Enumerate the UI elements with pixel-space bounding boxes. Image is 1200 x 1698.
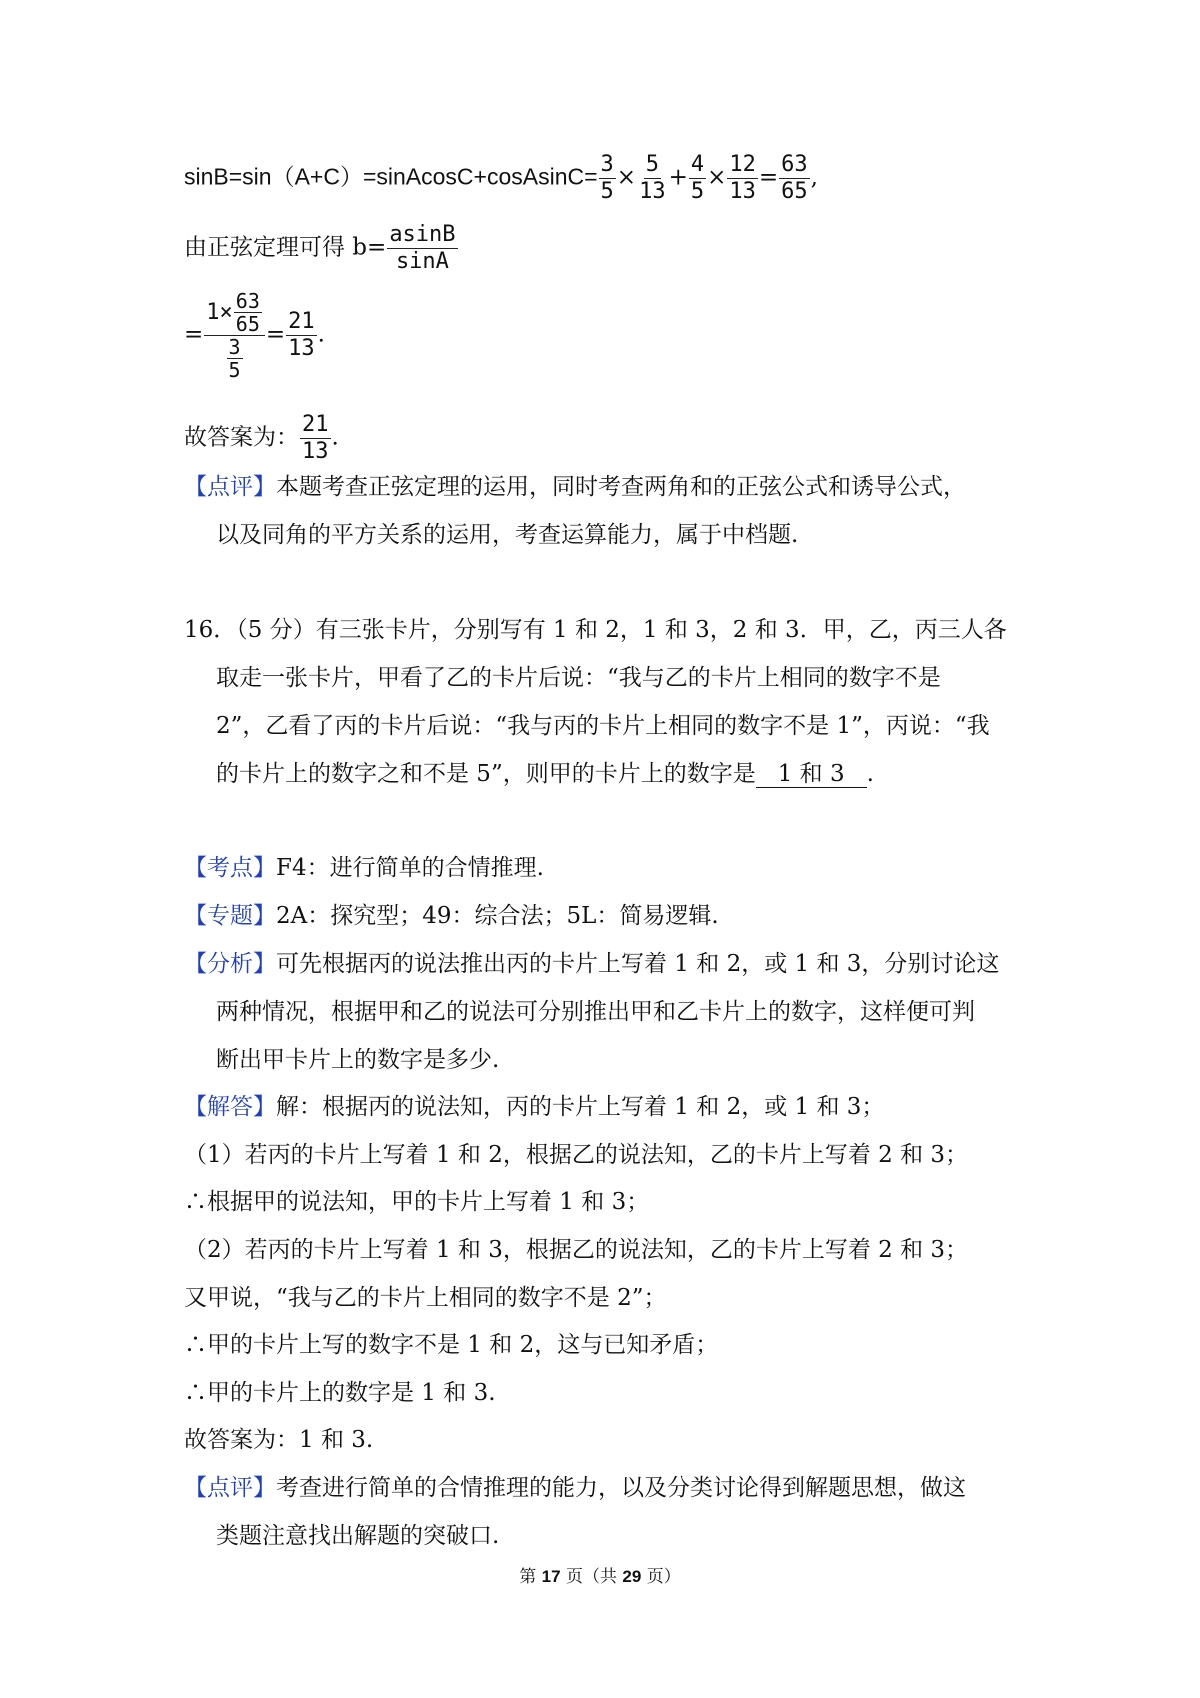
comment-text: 考查进行简单的合情推理的能力，以及分类讨论得到解题思想，做这 (276, 1475, 966, 1501)
section-tag: 【解答】 (184, 1094, 276, 1120)
equals-sign: = (184, 321, 204, 348)
zhuanti (184, 901, 719, 931)
plus-sign: + (668, 164, 688, 191)
step: ∴根据甲的说法知，甲的卡片上写着 1 和 3； (184, 1189, 650, 1215)
fenxi-line3: 断出甲卡片上的数字是多少. (216, 1047, 500, 1073)
comment-16-line1 (184, 1473, 966, 1503)
q16-text: 的卡片上的数字之和不是 5”，则甲的卡片上的数字是 (216, 761, 756, 787)
fraction: $\frac{21}{13}$ (302, 412, 329, 464)
section-tag: 【分析】 (184, 951, 276, 977)
comment-16-line2: 类题注意找出解题的突破口. (216, 1523, 500, 1549)
equals-sign: = (758, 164, 779, 191)
step: 又甲说，“我与乙的卡片上相同的数字不是 2”； (184, 1285, 667, 1311)
fraction: $\frac{asinB}{\sin A}$ (389, 222, 456, 274)
kaodian-text: F4：进行简单的合情推理. (276, 855, 544, 881)
q16-line2: 取走一张卡片，甲看了乙的卡片后说：“我与乙的卡片上相同的数字不是 (216, 665, 941, 691)
step: 故答案为：1 和 3. (184, 1427, 374, 1453)
page-number: 17 (541, 1567, 561, 1586)
step: （2）若丙的卡片上写着 1 和 3，根据乙的说法知，乙的卡片上写着 2 和 3； (184, 1237, 969, 1263)
q16-line3: 2”，乙看了丙的卡片后说：“我与丙的卡片上相同的数字不是 1”，丙说：“我 (216, 713, 990, 739)
step: ∴甲的卡片上写的数字不是 1 和 2，这与已知矛盾； (184, 1332, 719, 1358)
formula-prefix: sinB=sin（A+C）=sinAcosC+cosAsinC= (184, 163, 598, 190)
jieda-text: 解：根据丙的说法知，丙的卡片上写着 1 和 2，或 1 和 3； (276, 1094, 885, 1120)
fraction: $\frac{12}{13}$ (729, 152, 756, 204)
step: （1）若丙的卡片上写着 1 和 2，根据乙的说法知，乙的卡片上写着 2 和 3； (184, 1142, 969, 1168)
fraction: $\frac{5}{13}$ (639, 152, 666, 204)
q16-line4 (216, 759, 874, 789)
comment-15-line1 (184, 472, 966, 502)
fraction: $\frac{3}{5}$ (600, 152, 614, 204)
section-tag: 【点评】 (184, 1475, 276, 1501)
section-tag: 【点评】 (184, 474, 276, 500)
punct: . (331, 424, 339, 451)
fraction: $\frac{63}{65}$ (781, 152, 808, 204)
kaodian (184, 853, 544, 883)
jieda (184, 1092, 884, 1122)
formula-prefix: 由正弦定理可得 b= (184, 234, 387, 261)
zhuanti-text: 2A：探究型；49：综合法；5L：简易逻辑. (276, 903, 719, 929)
fenxi-line1 (184, 949, 999, 979)
fenxi-text: 可先根据丙的说法推出丙的卡片上写着 1 和 2，或 1 和 3，分别讨论这 (276, 951, 1000, 977)
step: ∴甲的卡片上的数字是 1 和 3. (184, 1380, 496, 1406)
formula-sinb (184, 152, 818, 205)
formula-sine-law (184, 222, 459, 275)
section-tag: 【专题】 (184, 903, 276, 929)
fenxi-line2: 两种情况，根据甲和乙的说法可分别推出甲和乙卡片上的数字，这样便可判 (216, 999, 975, 1025)
fraction: $\frac{21}{13}$ (288, 309, 315, 361)
page-footer: 第 17 页（共 29 页） (519, 1567, 681, 1587)
equals-sign: = (265, 321, 286, 348)
formula-compute-b (184, 290, 325, 381)
answer-15 (184, 412, 339, 465)
answer-label: 故答案为： (184, 424, 299, 451)
times-sign: × (616, 164, 637, 191)
comment-15-line2: 以及同角的平方关系的运用，考查运算能力，属于中档题. (216, 522, 799, 548)
section-tag: 【考点】 (184, 855, 276, 881)
comment-text: 本题考查正弦定理的运用，同时考查两角和的正弦公式和诱导公式， (276, 474, 966, 500)
punct: . (317, 321, 325, 348)
answer-blank: 1 和 3 (756, 761, 867, 788)
q16-line1: 16．（5 分）有三张卡片，分别写有 1 和 2，1 和 3，2 和 3．甲，乙，丙三人各 (184, 617, 1007, 643)
punct: , (810, 164, 818, 191)
compound-fraction: 1× $\frac{63}{65}$ $\frac{3}{5}$ (204, 290, 265, 381)
fraction: $\frac{4}{5}$ (690, 152, 705, 204)
times-sign: × (707, 164, 727, 191)
punct: . (866, 761, 874, 787)
page-total: 29 (622, 1567, 642, 1586)
